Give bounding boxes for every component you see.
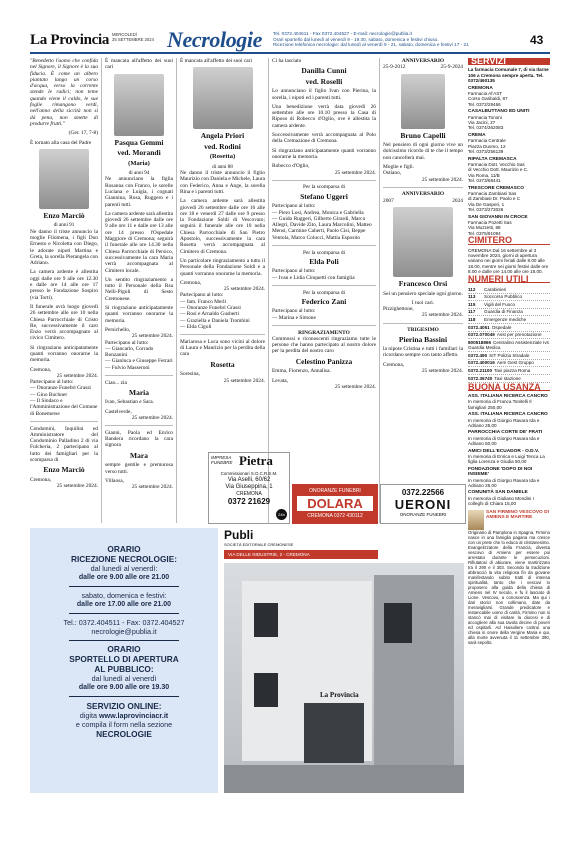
useful-number-row	[468, 316, 550, 324]
phone-number: 117	[468, 309, 476, 315]
24h-badge: 24h	[276, 509, 287, 520]
portrait-photo	[39, 149, 89, 209]
website-link[interactable]: www.laprovinciacr.it	[98, 711, 169, 721]
donations-list	[468, 394, 550, 507]
necrologie-info-box: ORARIO RICEZIONE NECROLOGIE: dal lunedì al venerdì: dalle ore 9.00 alle ore 21.00 sabato, domenica e festivi: dalle ore 17.00 alle ore 21.00 Tel.: 0372.404511 - Fax: 0372.404527 necrologie@publia.it ORARIO SPORTELLO DI APERTURA AL PUBBLICO: dal lunedì al venerdì dalle ore 9.00 alle ore 19.30 SERVIZIO ONLINE: digita www.laprovinciacr.it e compila il form nella sezione NECROLOGIE	[30, 528, 218, 793]
phone-label: SIT Polizia Stradale	[489, 352, 530, 358]
useful-number-row	[468, 286, 550, 294]
useful-number-row	[468, 294, 550, 302]
phone-number: 0372.36740	[468, 375, 493, 381]
servizi-sidebar: SERVIZI La farmacia Comunale 7, di via Ilarne 106 a Cremona sempre aperta. Tel. 0372/460135 CREMONA Farmacia Al'AST Corso Garibaldi, 87 Tel. 0372/29466 CASALBUTTANO ED UNITI Farmacia Tononi Via Jacini, 27 Tel. 0374/362083 CREMA Farmacia Centrale Piazza Duomo, 12 Tel. 0373/256139 RIPALTA CREMASCA Farmacia Dott. Vecchio Sas di Vecchio Dott. Maurizio e C. Via Roma, 11/B Tel. 0373/68441 TRESCORE CREMASCO Farmacia Zambiasi Sas di Zambiasi Dr. Paolo e C Via De Gasperi, 1 Tel. 0373/273026 SAN GIOVANNI IN CROCE Farmacia Pozetti Sas Via Muzzetti, 88 Tel. 0375/91094 CIMITERO CREMONA Dal 16 settembre al 3 novembre 2024, giorni di apertura variano nei giorni feriali dalle 8.00 alle 18.00, mentre nei giorni festivi dalle ore 8.00 e dalle ore 14.00 alle ore 18.00. NUMERI UTILI 112 Carabinieri 113 Soccorso Pubblico 115 Vigili del Fuoco 117 Guardia di Finanza 118 Emergenze mediche 0372.4051 Ospedale 0372.070049 Asst per prenotazione 800518866 Centralino Assistenziale Ivs Guardia Medica 0372.490 SIT Polizia Stradale 0372.400016 Aem Gest Gruppo 0372.21100 Taxi piazza Roma 0372.36740 Taxi stazione BUONA USANZA ASS. ITALIANA RICERCA CANCRO In memoria di Franca Tonitelli Il famigliari 250,00 ASS. ITALIANA RICERCA CANCRO In memoria di Giorgio Ravara Ida e Adriano 25,00 PARROCCHIA CORTE DE' FRATI In memoria di Giorgio Ravara Ida e Adriano 50,00 AMICI DELL'ECUADOR - O.D.V. In memoria di Enrica e Luigi Tenca La figlia Lorenza e Giudia 50,00 FONDAZIONE 'DOPO DI NOI INSIEME' In memoria di Giorgio Ravara Ida e Adriano 25,00 COMUNITÀ SAN DANIELE In memoria di Giuliano Mondini I colleghi di Chiara 15,00 SAN FIRMINO VESCOVO DI AMIENS E MARTIRE Originario di Pamplona in Spagna, Firmino nasce in una famiglia pagana ma cresce con un prete che lo educa al cristianesimo. Evangelizzatore della Francia, diventa vescovo di Amiens per essere poi arrestato durante le persecuzioni. Rifiutatosi di abiurare, viene martirizzato tra il 290 e il 303. Secondo la tradizione abbracciò la vita religiosa fin da giovane manifestando subito tratti di intensa spiritualità, tanto che i vescovi lo proposero alla guida della chiesa di Amiens nel IV secolo, e fu il lasciato di Lione. Vescovo, a conoscenza. Ma qui i dati storici non collimano, date da meravigliarsi. Grande predicatore e instancabile uomo di carità, Firmino non si stancò mai di visitare la diocesi e di accogliere alla sua tavola decine di poveri ed ospitarli. Ad Haisoliere costruì una chiesa in onore della Vergine Maria e qui, alla morte avvenuta il 11 settembre 390, sarà sepolto.	[468, 56, 550, 645]
phone-number: 118	[468, 317, 476, 322]
phone-number: 0372.400016	[468, 360, 495, 366]
phone-label: Centralino Assistenziale Ivs Guardia Medica	[468, 339, 549, 351]
section-title: Necrologie	[167, 27, 262, 52]
pharmacy-city: TRESCORE CREMASCO	[468, 185, 524, 191]
phone-label: Taxi stazione	[494, 375, 521, 381]
phone-label: Aem Gest Gruppo	[496, 360, 534, 366]
publia-logo: Publi	[224, 528, 254, 542]
pharmacy-city: CREMA	[468, 132, 486, 138]
pharmacy-city: CREMONA	[468, 85, 493, 91]
phone-label: Emergenze mediche	[484, 317, 527, 322]
newspaper-logo: La Provincia	[30, 32, 110, 48]
phone-label: Taxi piazza Roma	[494, 367, 531, 373]
pharmacy-details: Farmacia Dott. Vecchio Sas di Vecchio Dott. Maurizio e C. Via Roma, 11/B Tel. 0373/68441	[468, 161, 529, 184]
donation-detail: In memoria di Enrica e Luigi Tenca La figlia Lorenza e Giudia 50,00	[468, 454, 545, 465]
phone-label: Vigili del Fuoco	[484, 301, 516, 307]
issue-date: MERCOLEDÌ 25 SETTEMBRE 2024	[112, 32, 154, 42]
donation-detail: In memoria di Giorgio Ravara Ida e Adriano 50,00	[468, 435, 540, 447]
donation-detail: In memoria di Giuliano Mondini I colleghi di Chiara 15,00	[468, 495, 534, 507]
donation-recipient: ASS. ITALIANA RICERCA CANCRO	[468, 393, 548, 399]
notice-angela-priori: È mancata all'affetto dei suoi cari Angela Priori ved. Rodini (Rosetta) di anni 88 Ne danno il triste annuncio il figlio Maurizio con Daniela e Michele, Laura con Federico, Anna e Ange, la sorella Rina e i parenti tutti. La camera ardente sarà allestita giovedì 26 settembre dalle ore 16 alle ore 18 e venerdì 27 dalle ore 9 presso la Fondazione Soldi di Vescovato; seguirà il funerale alle ore 10 nella Chiesa Parrocchiale di San Pietro Apostolo, successivamente la cara Rosetta verrà accompagnata al Cimitero di Cremona. Un particolare ringraziamento a tutto il Personale della Fondazione Soldi e a quanti vorranno onorarne la memoria. Cremona, 25 settembre 2024. Partecipano al lutto: — fam. Franco Merli — Onoranze Funebri Grassi — Rosi e Arnaldo Gusberti — Graziella e Daniela Trombini — Elda Cigoli Mariarosa e Luca sono vicini al dolore di Laura e Maurizio per la perdita della cara Rosetta Soresina, 25 settembre 2024.	[180, 58, 266, 384]
donation-recipient: PARROCCHIA CORTE DE' FRATI	[468, 430, 543, 436]
saint-image	[468, 510, 484, 530]
publia-building-photo: La Provincia	[224, 563, 464, 793]
donation-recipient: COMUNITÀ SAN DANIELE	[468, 490, 528, 496]
header-divider	[30, 52, 550, 54]
phone-number: 800518866	[468, 339, 491, 345]
pharmacy-details: Farmacia Pozetti Sas Via Muzzetti, 88 Tel. 0375/91094	[468, 219, 512, 236]
useful-number-row	[468, 352, 550, 360]
portrait-photo	[401, 74, 445, 129]
useful-number-row	[468, 339, 550, 352]
notice-enzo-marcio: "Benedetto l'uomo che confida nel Signore, il Signore è la sua fiducia. È come un albero piantato lungo un corso d'acqua, verso la corrente stende le radici; non teme quando viene il caldo, le sue foglie rimangono verdi, nell'anno della siccità non si dà pena, non smette di produrre frutti." (Ger. 17, 7-8) È tornato alla casa del Padre Enzo Marciò di anni 91 Ne danno il triste annuncio la moglie Filomena, i figli Don Ernesto e Nicoletta con Diego, le adorate nipoti Martina e Greta, la sorella Pierangela con Adriano. La camera ardente è allestita oggi dalle ore 9 alle ore 12.30 e dalle ore 14 alle ore 17 presso le Fondazione Sospiro (via Torti). Il funerale avrà luogo giovedì 26 settembre alle ore 10 nella Chiesa Parrocchiale di Cristo Re, successivamente il caro Enzo verrà accompagnato al civico Cimitero. Si ringraziano anticipatamente quanti vorranno onorarne la memoria. Cremona, 25 settembre 2024. Partecipano al lutto: — Onoranze Funebri Grassi — Gino Buchner — Il Sindaco e l'Amministrazione del Comune di Bonemerse Condomini, Inquilini ed Amministratore del Condominio Palladino 2 di via Fulcheria, 2 partecipano al lutto dei famigliari per la scomparsa di Enzo Marciò Cremona, 25 settembre 2024.	[30, 58, 98, 490]
phone-number: 112	[468, 286, 476, 292]
useful-number-row	[468, 324, 550, 332]
donation-detail: In memoria di Giorgio Ravara Ida e Adriano 25,00	[468, 417, 540, 428]
ad-impresa-pietra: IMPRESA FUNEBRE Pietra Commissionari S.O.C.R.E.M. Via Aselli, 60/62 Via Giuseppina, 1 CREMONA 0372 21629 24h	[208, 452, 290, 524]
phone-label: Soccorso Pubblico	[484, 294, 523, 300]
phone-number: 0372.070049	[468, 332, 495, 338]
pharmacy-details: Farmacia Zambiasi Sas di Zambiasi Dr. Paolo e C Via De Gasperi, 1 Tel. 0373/273026	[468, 190, 521, 213]
contact-info: Tel. 0372.404511 - Fax 0372.404527 - E-mail: necrologie@publia.it Orari sportello dal lunedì al venerdì 9 - 19.30, sabato, domenica e festivi chiuso. Ricezione telefonica necrologie: dal lunedì al venerdì 9 - 21, sabato, domenica e festivi 17 - 21	[273, 31, 469, 48]
notice-danilla-cunni: Ci ha lasciato Danilla Cunni ved. Roselli Lo annunciano il figlio Ivan con Pierina, la sorella, i nipoti ed i parenti tutti. Una benedizione verrà data giovedì 26 settembre alle ore 10.10 presso la Casa di Riposo di Robecco d'Oglio, ove è allestita la camera ardente. Successivamente verrà accompagnata al Polo della Cremazione di Cremona. Si ringraziano anticipatamente quanti vorranno onorarne la memoria. Robecco d'Oglio, 25 settembre 2024. Per la scomparsa di Stefano Uggeri Partecipano al lutto: — Piero Losi, Andrea, Monica e Gabriella — Guido Ruggeri, Gilberto Girardi, Marco Allegri, Davide Zito, Laura Marcolini, Matteo Mensi, Carmine Caberti, Paolo Cisi, Beppe Ventola, Marco Colucci, Mattia Esposito Per la scomparsa di Elda Poli Partecipano al lutto: — Ivan e Lidia Cinquetti con famiglia Per la scomparsa di Federico Zani Partecipano al lutto: — Marina e Simone RINGRAZIAMENTO Commossi e riconoscenti ringraziamo tutte le persone che hanno partecipato al nostro dolore per la perdita del nostro caro Celestino Panizza Emma, Fiorenzo, Annalisa. Levata, 25 settembre 2024.	[272, 58, 376, 390]
portrait-photo	[114, 74, 164, 136]
donation-detail: In memoria di Giorgio Ravara Ida e Adriano 25,00	[468, 477, 540, 489]
phone-label: Carabinieri	[484, 286, 507, 292]
ad-ueroni: 0372.22566 UERONI ONORANZE FUNEBRI	[380, 484, 466, 524]
donation-recipient: ASS. ITALIANA RICERCA CANCRO	[468, 412, 548, 418]
phone-number: 0372.4051	[468, 324, 490, 330]
phone-label: Guardia di Finanza	[484, 309, 523, 315]
notice-pasqua-gemmi: È mancata all'affetto dei suoi cari Pasqua Gemmi ved. Morandi (Maria) di anni 94 Ne annunciano la figlia Rosanna con Franco, le sorelle Luciana e Luigia, i cognati Giannina, Rosa, Ruggero e i parenti tutti. La camera ardente sarà allestita giovedì 26 settembre dalle ore 9 alle ore 11 e dalle ore 13 alle ore 14 presso l'Ospedale Maggiore di Cremona; seguirà il funerale alle ore 14.30 nella Chiesa Parrocchiale di Persico, successivamente la cara Maria verrà accompagnata al Cimitero locale. Un sentito ringraziamento a tutto il Personale della Rsa Nelli-Pigoli di Sesto Cremonese. Si ringraziano anticipatamente quanti vorranno onorarne la memoria. Persichello, 25 settembre 2024. Partecipano al lutto: — Giancarlo, Corrado Bonzanini — Gianluca e Giuseppe Ferrari — Fulvio Masseroni Ciao... zia Maria Ivan, Sebastian e Sara. Castelverde, 25 settembre 2024. Gianni, Paola ed Enrico Bandera ricordano la cara signora Mara sempre gentile e premurosa verso tutti. Villaosa, 25 settembre 2024.	[105, 58, 173, 491]
useful-numbers	[468, 286, 550, 383]
notice-anniversaries: ANNIVERSARIO 25-9-2012 25-9-2024 Bruno Capelli Nel pensiero di ogni giorno vive un dolcissimo ricordo di te che il tempo non cancellerà mai. Moglie e figli. Ostiano, 25 settembre 2024. ANNIVERSARIO 2007 2024 Francesco Orsi Sei un pensiero speciale ogni giorno. I tuoi cari. Pizzighettone, 25 settembre 2024. TRIGESIMO Pierina Bassini la nipote Cristina e tutti i familiari la ricordano sempre con tanto affetto. Cremona, 25 settembre 2024.	[383, 58, 463, 375]
portrait-photo	[193, 67, 253, 129]
phone-label: Asst per prenotazione	[496, 332, 542, 338]
useful-number-row	[468, 332, 550, 340]
pharmacy-details: Farmacia Centrale Piazza Duomo, 12 Tel. 0373/256139	[468, 138, 506, 155]
phone-label: Ospedale	[491, 324, 512, 330]
phone-number: 0372.490	[468, 352, 488, 358]
phone-number: 0372.21100	[468, 367, 493, 373]
phone-number: 115	[468, 301, 476, 307]
publia-ad-header: Publi SOCIETÀ EDITORIALE CREMONESE VIA DELLE INDUSTRIE, 2 - CREMONA	[224, 528, 464, 563]
phone-number: 113	[468, 294, 476, 300]
useful-number-row	[468, 367, 550, 375]
useful-number-row	[468, 301, 550, 309]
useful-number-row	[468, 309, 550, 317]
page-number: 43	[530, 33, 544, 47]
pharmacy-details: Farmacia Tononi Via Jacini, 27 Tel. 0374/362083	[468, 114, 504, 131]
pharmacy-city: SAN GIOVANNI IN CROCE	[468, 214, 528, 220]
useful-number-row	[468, 360, 550, 368]
donation-recipient: AMICI DELL'ECUADOR - O.D.V.	[468, 448, 540, 454]
portrait-photo	[393, 207, 453, 277]
ad-dolara: ONORANZE FUNEBRI DOLARA CREMONA 0372 430112	[292, 484, 378, 524]
pharmacy-city: CASALBUTTANO ED UNITI	[468, 109, 530, 115]
pharmacy-city: RIPALTA CREMASCA	[468, 156, 517, 162]
pharmacy-details: Farmacia Al'AST Corso Garibaldi, 87 Tel. 0372/29466	[468, 91, 508, 107]
donation-detail: In memoria di Franca Tonitelli Il famigliari 250,00	[468, 399, 532, 410]
donation-recipient: FONDAZIONE 'DOPO DI NOI INSIEME'	[468, 466, 533, 478]
pharmacy-list	[468, 86, 550, 237]
